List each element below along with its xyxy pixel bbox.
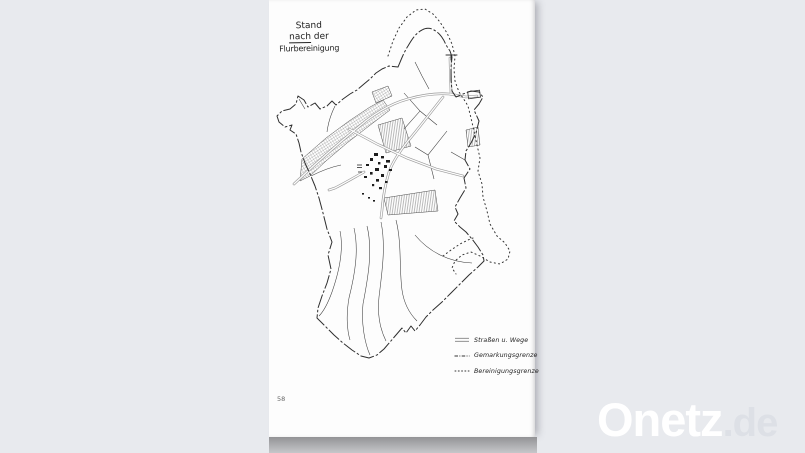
legend-row-gemarkungsgrenze [454,351,539,361]
onetz-brand-text: Onetz [597,393,723,446]
page-number: 58 [277,395,286,403]
onetz-tld-text: .de [722,401,778,445]
map-title-line3: Flurbereinigung [279,43,340,54]
map-title [275,20,344,55]
dotted-line-icon [454,367,470,375]
map-legend [454,335,539,382]
hatch-area-east [466,127,480,147]
map-title-line1: Stand [295,20,322,32]
hatch-area-south-of-village [384,190,438,215]
dash-dot-line-icon [454,352,470,360]
road-double-line-icon [454,336,470,344]
crosshatch-patch-north [372,86,392,103]
page-bottom-edge [269,437,537,453]
map-title-underlined-word: nach [289,31,312,43]
legend-label-roads: Straßen u. Wege [474,336,529,344]
legend-row-bereinigungsgrenze [454,366,539,376]
map-title-line2-rest: der [310,31,329,42]
legend-label-bereinigungsgrenze: Bereinigungsgrenze [474,367,539,375]
gemarkungsgrenze-boundary [277,28,484,358]
book-page [269,0,539,437]
legend-row-roads [454,335,539,345]
onetz-watermark-logo [597,392,777,447]
legend-label-gemarkungsgrenze: Gemarkungsgrenze [474,352,538,359]
